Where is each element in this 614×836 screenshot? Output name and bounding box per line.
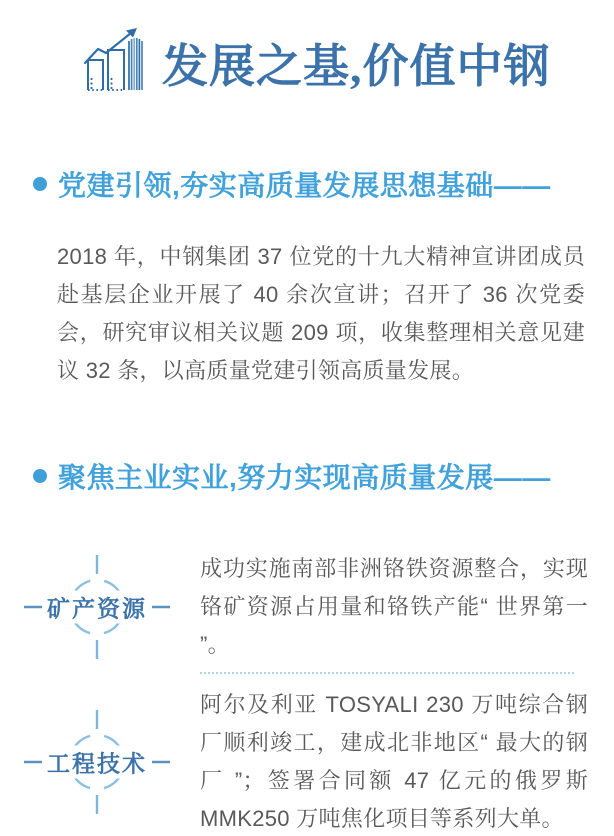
section-main-business: [0, 456, 614, 836]
crosshair-marker: [22, 555, 172, 659]
item-mineral-resources: [0, 550, 614, 664]
dotted-divider: [200, 672, 574, 674]
section-party-building: [0, 164, 614, 390]
item-text-mineral-resources: 成功实施南部非洲铬铁资源整合，实现铬矿资源占用量和铬铁产能“ 世界第一 ”。: [200, 556, 588, 657]
business-items: [0, 550, 614, 836]
item-label-engineering-technology: 工程技术: [44, 746, 150, 779]
page-title: 发展之基,价值中钢: [162, 41, 551, 92]
header: [0, 0, 614, 108]
section-heading-party: 党建引领,夯实高质量发展思想基础——: [58, 170, 551, 201]
bullet-dot-icon: [33, 469, 47, 483]
bullet-dot-icon: [33, 177, 47, 191]
section-body-party: 2018 年，中钢集团 37 位党的十九大精神宣讲团成员赴基层企业开展了 40 余次宣讲；召开了 36 次党委会，研究审议相关议题 209 项，收集整理相关意见建议 32 条，以高质量党建引领高质量发展。: [57, 244, 585, 383]
section-heading-row: [0, 164, 614, 204]
section-heading-business: 聚焦主业实业,努力实现高质量发展——: [58, 462, 551, 493]
growth-chart-icon: [84, 26, 146, 101]
section-heading-row: [0, 456, 614, 496]
item-label-mineral-resources: 矿产资源: [44, 591, 150, 624]
item-engineering-technology: [0, 686, 614, 836]
crosshair-marker: [22, 710, 172, 814]
item-text-engineering-technology: 阿尔及利亚 TOSYALI 230 万吨综合钢厂顺利竣工，建成北非地区“ 最大的钢厂 ”；签署合同额 47 亿元的俄罗斯 MMK250 万吨焦化项目等系列大单。: [200, 692, 588, 831]
